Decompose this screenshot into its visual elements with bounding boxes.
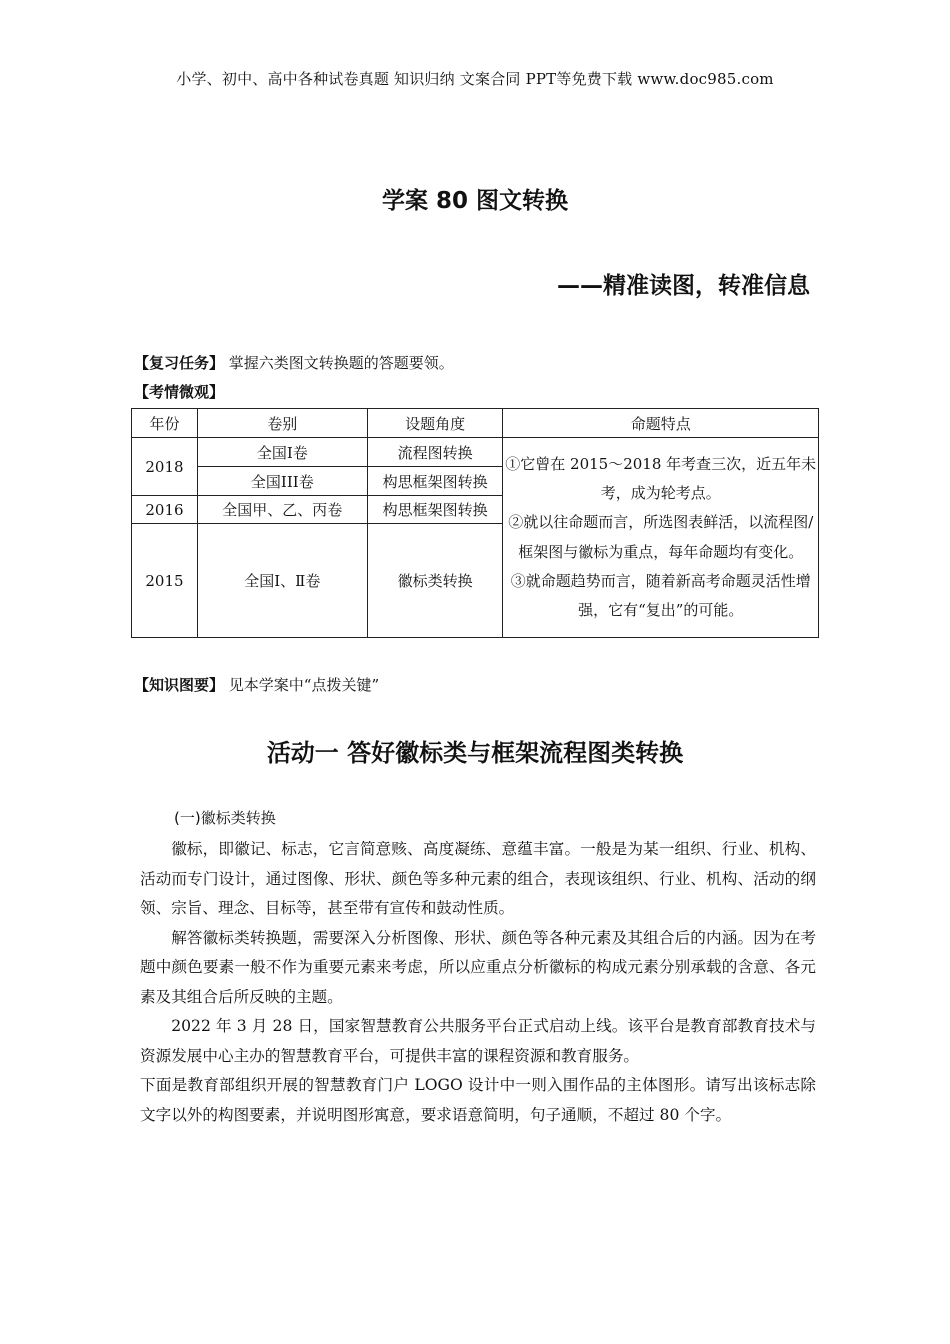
paragraph: 解答徽标类转换题，需要深入分析图像、形状、颜色等各种元素及其组合后的内涵。因为在考题中颜色要素一般不作为重要元素来考虑，所以应重点分析徽标的构成元素分别承载的含意、各元素及其组合后所反映的主题。 — [140, 928, 816, 1006]
knowledge-map-tag: 【知识图要】 — [134, 676, 225, 694]
exam-overview-tag: 【考情微观】 — [134, 383, 225, 401]
header-feature: 命题特点 — [503, 409, 819, 438]
cell-paper: 全国Ⅰ卷 — [197, 438, 367, 467]
cell-angle: 构思框架图转换 — [367, 496, 503, 524]
header-angle: 设题角度 — [367, 409, 503, 438]
knowledge-map-text: 见本学案中“点拨关键” — [228, 676, 380, 694]
page-title: 学案 80 图文转换 — [381, 188, 569, 214]
paragraph: 下面是教育部组织开展的智慧教育门户 LOGO 设计中一则入围作品的主体图形。请写出该标志除文字以外的构图要素，并说明图形寓意，要求语意简明，句子通顺，不超过 80 个字。 — [140, 1076, 816, 1124]
knowledge-map — [134, 674, 379, 695]
section-title: 活动一 答好徽标类与框架流程图类转换 — [266, 739, 684, 767]
cell-year: 2016 — [132, 496, 198, 524]
paragraph: 徽标，即徽记、标志，它言简意赅、高度凝练、意蕴丰富。一般是为某一组织、行业、机构、活动而专门设计，通过图像、形状、颜色等多种元素的组合，表现该组织、行业、机构、活动的纲领、宗旨、理念、目标等，甚至带有宣传和鼓动性质。 — [140, 840, 816, 917]
cell-paper: 全国III卷 — [197, 467, 367, 496]
review-task-tag: 【复习任务】 — [134, 354, 225, 372]
cell-angle: 流程图转换 — [367, 438, 503, 467]
cell-angle: 徽标类转换 — [367, 524, 503, 638]
page-subtitle: ——精准读图，转准信息 — [557, 273, 810, 299]
subsection-title: (一)徽标类转换 — [174, 809, 276, 827]
cell-year: 2015 — [132, 524, 198, 638]
header-year: 年份 — [132, 409, 198, 438]
cell-features — [503, 438, 819, 638]
header-paper: 卷别 — [197, 409, 367, 438]
table-row — [132, 438, 819, 467]
review-task — [134, 352, 454, 373]
page-header: 小学、初中、高中各种试卷真题 知识归纳 文案合同 PPT等免费下载 www.doc985.com — [176, 70, 774, 88]
feature-item: ③就命题趋势而言，随着新高考命题灵活性增强，它有“复出”的可能。 — [510, 571, 811, 620]
table-header-row — [132, 409, 819, 438]
cell-angle: 构思框架图转换 — [367, 467, 503, 496]
feature-item: ②就以往命题而言，所选图表鲜活，以流程图/框架图与徽标为重点，每年命题均有变化。 — [508, 513, 814, 561]
review-task-text: 掌握六类图文转换题的答题要领。 — [228, 354, 454, 372]
body-text — [140, 835, 816, 1130]
paragraph: 2022 年 3 月 28 日，国家智慧教育公共服务平台正式启动上线。该平台是教育部教育技术与资源发展中心主办的智慧教育平台，可提供丰富的课程资源和教育服务。 — [140, 1017, 816, 1065]
exam-overview-table — [131, 408, 819, 638]
cell-paper: 全国Ⅰ、Ⅱ卷 — [197, 524, 367, 638]
cell-year: 2018 — [132, 438, 198, 496]
feature-item: ①它曾在 2015～2018 年考查三次，近五年未考，成为轮考点。 — [505, 454, 817, 502]
exam-overview — [134, 381, 224, 402]
cell-paper: 全国甲、乙、丙卷 — [197, 496, 367, 524]
